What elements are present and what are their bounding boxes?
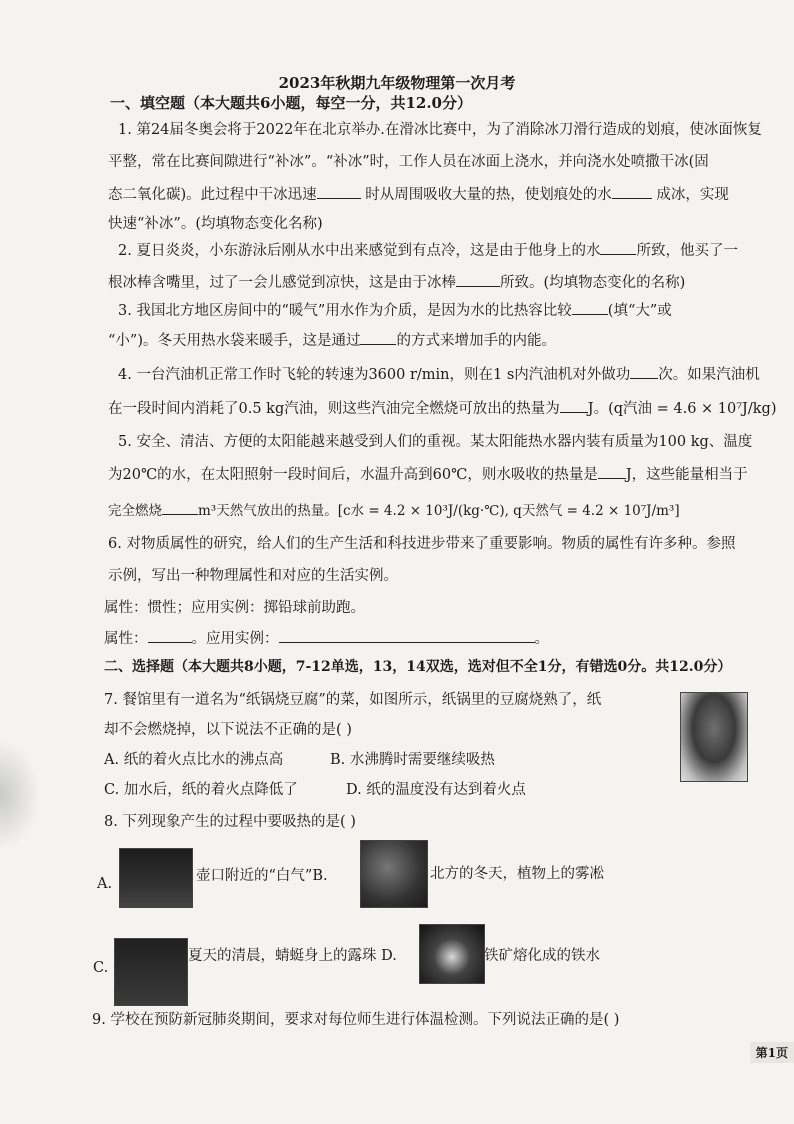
- q8-text-a: 壶口附近的“白气”B.: [196, 868, 328, 884]
- q2-line1-part2: 所致，他买了一: [636, 243, 738, 259]
- q6-blank2[interactable]: [279, 628, 535, 643]
- q8-label-c: C.: [93, 960, 109, 976]
- q6-blank1[interactable]: [148, 628, 192, 643]
- q2-line2: [108, 272, 685, 293]
- q5-line2-part1: 为20℃的水，在太阳照射一段时间后，水温升高到60℃，则水吸收的热量是: [108, 467, 598, 483]
- q1-line3-part3: 成冰，实现: [656, 187, 729, 203]
- q4-line2-part2: J。(q汽油 = 4.6 × 10⁷J/kg): [587, 401, 777, 417]
- paper-pot-tofu-photo: [680, 692, 748, 782]
- q4-line1: [118, 364, 760, 385]
- q4-line2-part1: 在一段时间内消耗了0.5 kg汽油，则这些汽油完全燃烧可放出的热量为: [108, 401, 560, 417]
- q6-line4: [104, 628, 549, 649]
- q7-option-b: B. 水沸腾时需要继续吸热: [330, 752, 495, 768]
- exam-title: 2023年秋期九年级物理第一次月考: [278, 74, 516, 92]
- q4-blank2[interactable]: [560, 398, 588, 413]
- q2-line2-part1: 根冰棒含嘴里，过了一会儿感觉到凉快，这是由于冰棒: [108, 275, 456, 291]
- q5-line1: 5. 安全、清洁、方便的太阳能越来越受到人们的重视。某太阳能热水器内装有质量为100 kg、温度: [118, 434, 753, 450]
- q1-line3: [108, 184, 729, 205]
- q1-blank1[interactable]: [317, 184, 361, 199]
- q3-line1-part1: 3. 我国北方地区房间中的“暖气”用水作为介质，是因为水的比热容比较: [118, 303, 572, 319]
- scan-smudge: [0, 740, 40, 850]
- q4-line1-part2: 次。如果汽油机: [658, 367, 760, 383]
- q6-line4-part1: 属性：: [104, 631, 148, 647]
- q8-text-b: 北方的冬天，植物上的雾凇: [430, 866, 604, 882]
- q5-line2: [108, 464, 748, 485]
- q8-label-a: A.: [97, 876, 113, 892]
- molten-iron-photo: [419, 924, 485, 984]
- q8-stem: 8. 下列现象产生的过程中要吸热的是( ): [104, 814, 356, 830]
- q3-blank2[interactable]: [360, 330, 396, 345]
- q5-blank1[interactable]: [598, 464, 626, 479]
- q3-line2: [108, 330, 556, 351]
- q7-line1: 7. 餐馆里有一道名为“纸锅烧豆腐”的菜，如图所示，纸锅里的豆腐烧熟了，纸: [104, 692, 602, 708]
- q4-blank1[interactable]: [630, 364, 658, 379]
- q2-blank2[interactable]: [456, 272, 500, 287]
- q1-line2: 平整，常在比赛间隙进行“补冰”。“补冰”时，工作人员在冰面上浇水，并向浇水处喷撒干冰(固: [108, 154, 709, 170]
- q9-stem: 9. 学校在预防新冠肺炎期间，要求对每位师生进行体温检测。下列说法正确的是( ): [92, 1012, 620, 1028]
- dragonfly-dew-photo: [114, 938, 188, 1006]
- q1-line4: 快速“补冰”。(均填物态变化名称): [108, 216, 323, 232]
- q5-blank2[interactable]: [162, 500, 198, 515]
- q7-option-a: A. 纸的着火点比水的沸点高: [104, 752, 284, 768]
- q7-option-c: C. 加水后，纸的着火点降低了: [104, 782, 298, 798]
- q6-line4-part2: 。应用实例：: [191, 631, 279, 647]
- q2-blank1[interactable]: [600, 240, 636, 255]
- q1-blank2[interactable]: [612, 184, 652, 199]
- q6-line4-part3: 。: [534, 631, 549, 647]
- q1-line3-part1: 态二氧化碳)。此过程中干冰迅速: [108, 187, 317, 203]
- q2-line1: [118, 240, 738, 261]
- q1-line3-part2: 时从周围吸收大量的热，使划痕处的水: [365, 187, 612, 203]
- page-number: 第1页: [750, 1042, 794, 1063]
- q2-line1-part1: 2. 夏日炎炎，小东游泳后刚从水中出来感觉到有点冷，这是由于他身上的水: [118, 243, 601, 259]
- q7-line2: 却不会燃烧掉，以下说法不正确的是( ): [104, 722, 352, 738]
- q5-line2-part2: J，这些能量相当于: [625, 467, 748, 483]
- q8-text-c: 夏天的清晨，蜻蜓身上的露珠 D.: [188, 948, 397, 964]
- section2-heading: 二、选择题（本大题共8小题，7-12单选，13，14双选，选对但不全1分，有错选0分。共12.0分）: [104, 659, 732, 675]
- kettle-steam-photo: [119, 848, 193, 908]
- q5-line3-part2: m³天然气放出的热量。[c水 = 4.2 × 10³J/(kg·℃), q天然气 = 4.2 × 10⁷J/m³]: [198, 503, 680, 519]
- q2-line2-part2: 所致。(均填物态变化的名称): [500, 275, 686, 291]
- q5-line3: [108, 500, 680, 521]
- section1-heading: 一、填空题（本大题共6小题，每空一分，共12.0分）: [110, 94, 472, 112]
- q4-line1-part1: 4. 一台汽油机正常工作时飞轮的转速为3600 r/min，则在1 s内汽油机对外做功: [118, 367, 631, 383]
- q8-text-d: 铁矿熔化成的铁水: [484, 948, 600, 964]
- q6-line2: 示例，写出一种物理属性和对应的生活实例。: [108, 568, 398, 584]
- q7-option-d: D. 纸的温度没有达到着火点: [346, 782, 526, 798]
- q6-line3: 属性：惯性；应用实例：掷铅球前助跑。: [104, 600, 365, 616]
- q3-blank1[interactable]: [572, 300, 608, 315]
- rime-plant-photo: [360, 840, 428, 908]
- q3-line1: [118, 300, 672, 321]
- q3-line2-part2: 的方式来增加手的内能。: [396, 333, 556, 349]
- q4-line2: [108, 398, 776, 419]
- q5-line3-part1: 完全燃烧: [108, 503, 162, 519]
- q3-line1-part2: (填“大”或: [607, 303, 672, 319]
- q1-line1: 1. 第24届冬奥会将于2022年在北京举办.在滑冰比赛中，为了消除冰刀滑行造成的划痕，使冰面恢复: [118, 122, 762, 138]
- q3-line2-part1: “小”)。冬天用热水袋来暖手，这是通过: [108, 333, 361, 349]
- q6-line1: 6. 对物质属性的研究，给人们的生产生活和科技进步带来了重要影响。物质的属性有许多种。参照: [108, 536, 736, 552]
